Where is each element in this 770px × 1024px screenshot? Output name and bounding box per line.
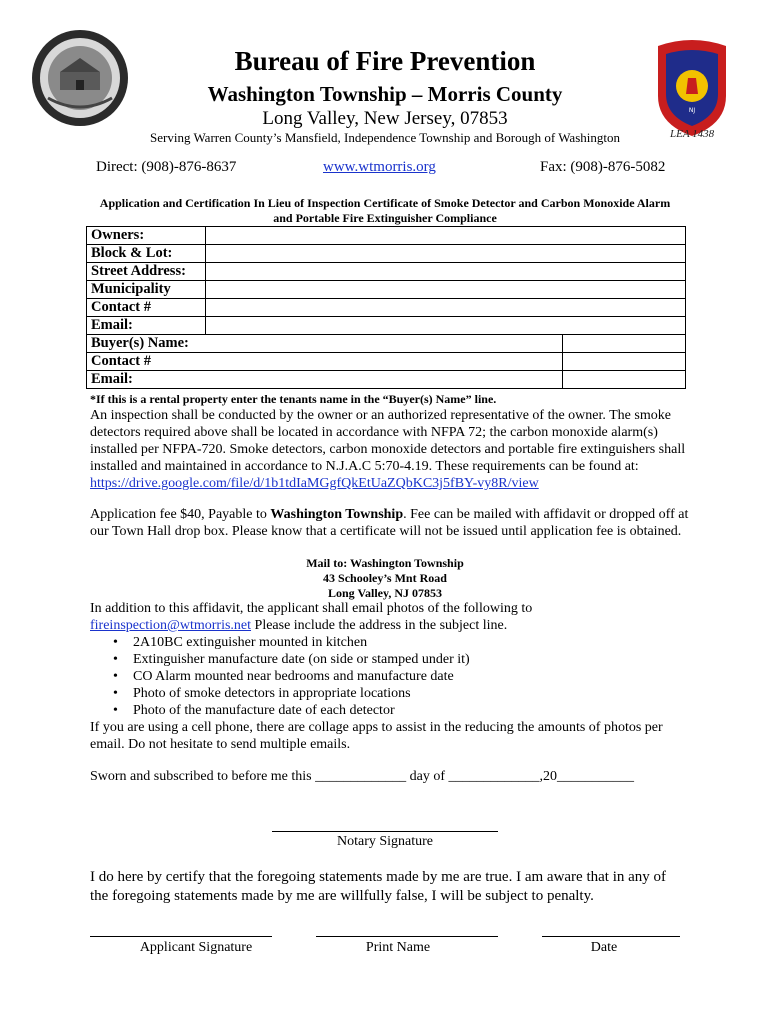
cellphone-note: If you are using a cell phone, there are collage apps to assist in the reducing the amounts of photos per email. Do not hesitate to send multiple emails. [90, 720, 663, 752]
block-lot-field[interactable] [206, 245, 686, 263]
list-item: • Photo of smoke detectors in appropriate locations [113, 686, 411, 701]
buyer-contact-field[interactable] [562, 353, 685, 371]
mail-to-line3: Long Valley, NJ 07853 [327, 586, 443, 600]
buyers-name-field[interactable] [562, 335, 685, 353]
application-title: Application and Certification In Lieu of Inspection Certificate of Smoke Detector and Carbon Monoxide Alarm and Portable Fire Extinguisher Compliance [99, 196, 671, 225]
print-name-line[interactable] [316, 936, 498, 937]
print-name-label: Print Name [365, 940, 431, 955]
owners-label: Owners: [87, 227, 206, 245]
fee-text-before: Application fee $40, Payable to [90, 507, 271, 522]
fee-payee: Washington Township [270, 507, 404, 522]
svg-text:NJ: NJ [688, 107, 696, 114]
fee-text-after: . Fee can be mailed with affidavit or dropped off at our Town Hall drop box. Please know that a certificate will not be issued until application fee is obtained. [90, 507, 689, 539]
date-label: Date [590, 940, 618, 955]
photos-paragraph [90, 600, 690, 634]
photos-intro: In addition to this affidavit, the applicant shall email photos of the following to [90, 601, 533, 616]
lea-number: LEA 1438 [670, 128, 715, 140]
website-link[interactable]: www.wtmorris.org [323, 159, 436, 175]
street-address-label: Street Address: [87, 263, 206, 281]
photos-subject-note: Please include the address in the subject line. [251, 618, 508, 633]
buyers-name-label: Buyer(s) Name: [87, 335, 563, 353]
buyer-contact-label: Contact # [87, 353, 563, 371]
page-subtitle: Washington Township – Morris County [207, 82, 563, 106]
date-line[interactable] [542, 936, 680, 937]
notary-signature-label: Notary Signature [336, 834, 434, 849]
list-item: • Extinguisher manufacture date (on side or stamped under it) [113, 652, 470, 667]
rental-note: *If this is a rental property enter the tenants name in the “Buyer(s) Name” line. [90, 392, 497, 406]
sworn-line[interactable]: Sworn and subscribed to before me this _____________ day of _____________,20___________ [90, 769, 634, 784]
fire-inspection-email-link[interactable]: fireinspection@wtmorris.net [90, 618, 252, 633]
applicant-signature-label: Applicant Signature [139, 940, 253, 955]
contact-label: Contact # [87, 299, 206, 317]
requirements-link[interactable]: https://drive.google.com/file/d/1b1tdIaMGgfQkEtUaZQbKC3j5fBY-vy8R/view [90, 476, 539, 491]
list-item: • 2A10BC extinguisher mounted in kitchen [113, 635, 368, 650]
list-item: • Photo of the manufacture date of each detector [113, 703, 395, 718]
photo-checklist [113, 634, 470, 719]
email-field[interactable] [206, 317, 686, 335]
municipality-field[interactable] [206, 281, 686, 299]
direct-phone: Direct: (908)-876-8637 [96, 159, 237, 175]
inspection-paragraph [90, 407, 690, 492]
fax-number: Fax: (908)-876-5082 [540, 159, 666, 175]
list-item: • CO Alarm mounted near bedrooms and manufacture date [113, 669, 454, 684]
applicant-signature-line[interactable] [90, 936, 272, 937]
mail-to-line1: Mail to: Washington Township [306, 556, 464, 570]
fee-paragraph [90, 506, 690, 540]
buyer-email-label: Email: [87, 371, 563, 389]
page-title: Bureau of Fire Prevention [234, 46, 536, 76]
email-label: Email: [87, 317, 206, 335]
owner-info-table [86, 226, 686, 389]
street-address-field[interactable] [206, 263, 686, 281]
serving-line: Serving Warren County’s Mansfield, Independence Township and Borough of Washington [150, 130, 620, 145]
buyer-email-field[interactable] [562, 371, 685, 389]
notary-signature-line[interactable] [272, 831, 498, 832]
municipality-label: Municipality [87, 281, 206, 299]
mail-to-line2: 43 Schooley’s Mnt Road [323, 571, 447, 585]
inspection-text: An inspection shall be conducted by the owner or an authorized representative of the owner. The smoke detectors required above shall be located in accordance with NFPA 72; the carbon monoxide alarm(s) installed per NFPA-720. Smoke detectors, carbon monoxide detectors and portable fire extinguishers shall installed and maintained in accordance to N.J.A.C 5:70-4.19. These requirements can be found at: [90, 408, 686, 474]
contact-field[interactable] [206, 299, 686, 317]
owners-field[interactable] [206, 227, 686, 245]
location-line: Long Valley, New Jersey, 07853 [262, 108, 508, 129]
block-lot-label: Block & Lot: [87, 245, 206, 263]
certification-statement: I do here by certify that the foregoing statements made by me are true. I am aware that in any of the foregoing statements made by me are willfully false, I will be subject to penalty. [90, 869, 667, 904]
